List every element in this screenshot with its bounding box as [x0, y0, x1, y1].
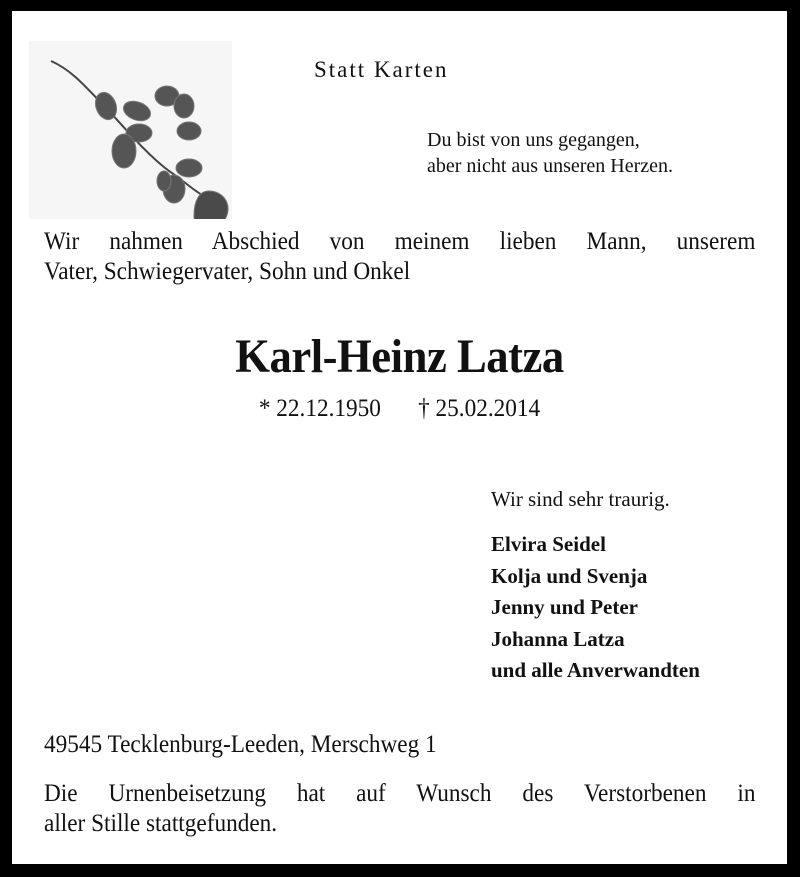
statt-karten-label: Statt Karten — [314, 57, 449, 82]
mourners-list — [491, 529, 700, 687]
quote-line: aber nicht aus unseren Herzen. — [427, 155, 673, 177]
deceased-name: Karl-Heinz Latza — [235, 330, 564, 383]
intro-text — [44, 227, 755, 287]
mourner-name: Elvira Seidel — [491, 532, 606, 556]
mourner-name: Kolja und Svenja — [491, 563, 648, 588]
mourner-name: und alle Anverwandten — [491, 658, 700, 682]
notice-line: aller Stille stattgefunden. — [44, 810, 278, 837]
quote-line: Du bist von uns gegangen, — [427, 129, 640, 151]
obituary-card — [12, 11, 787, 864]
mourner-name: Johanna Latza — [491, 626, 625, 651]
rose-icon — [29, 41, 232, 219]
intro-line: Vater, Schwiegervater, Sohn und Onkel — [44, 258, 411, 285]
death-date: † 25.02.2014 — [418, 395, 541, 422]
notice-line: Die Urnenbeisetzung hat auf Wunsch des Verstorbenen in — [44, 780, 756, 807]
birth-date: * 22.12.1950 — [258, 395, 381, 422]
burial-notice — [44, 779, 755, 839]
mourner-name: Jenny und Peter — [491, 595, 638, 619]
mourners-heading: Wir sind sehr traurig. — [491, 487, 670, 511]
intro-line: Wir nahmen Abschied von meinem lieben Mann, unserem — [44, 228, 756, 255]
life-dates — [39, 395, 760, 423]
memorial-quote — [427, 127, 673, 179]
address: 49545 Tecklenburg-Leeden, Merschweg 1 — [44, 731, 437, 758]
